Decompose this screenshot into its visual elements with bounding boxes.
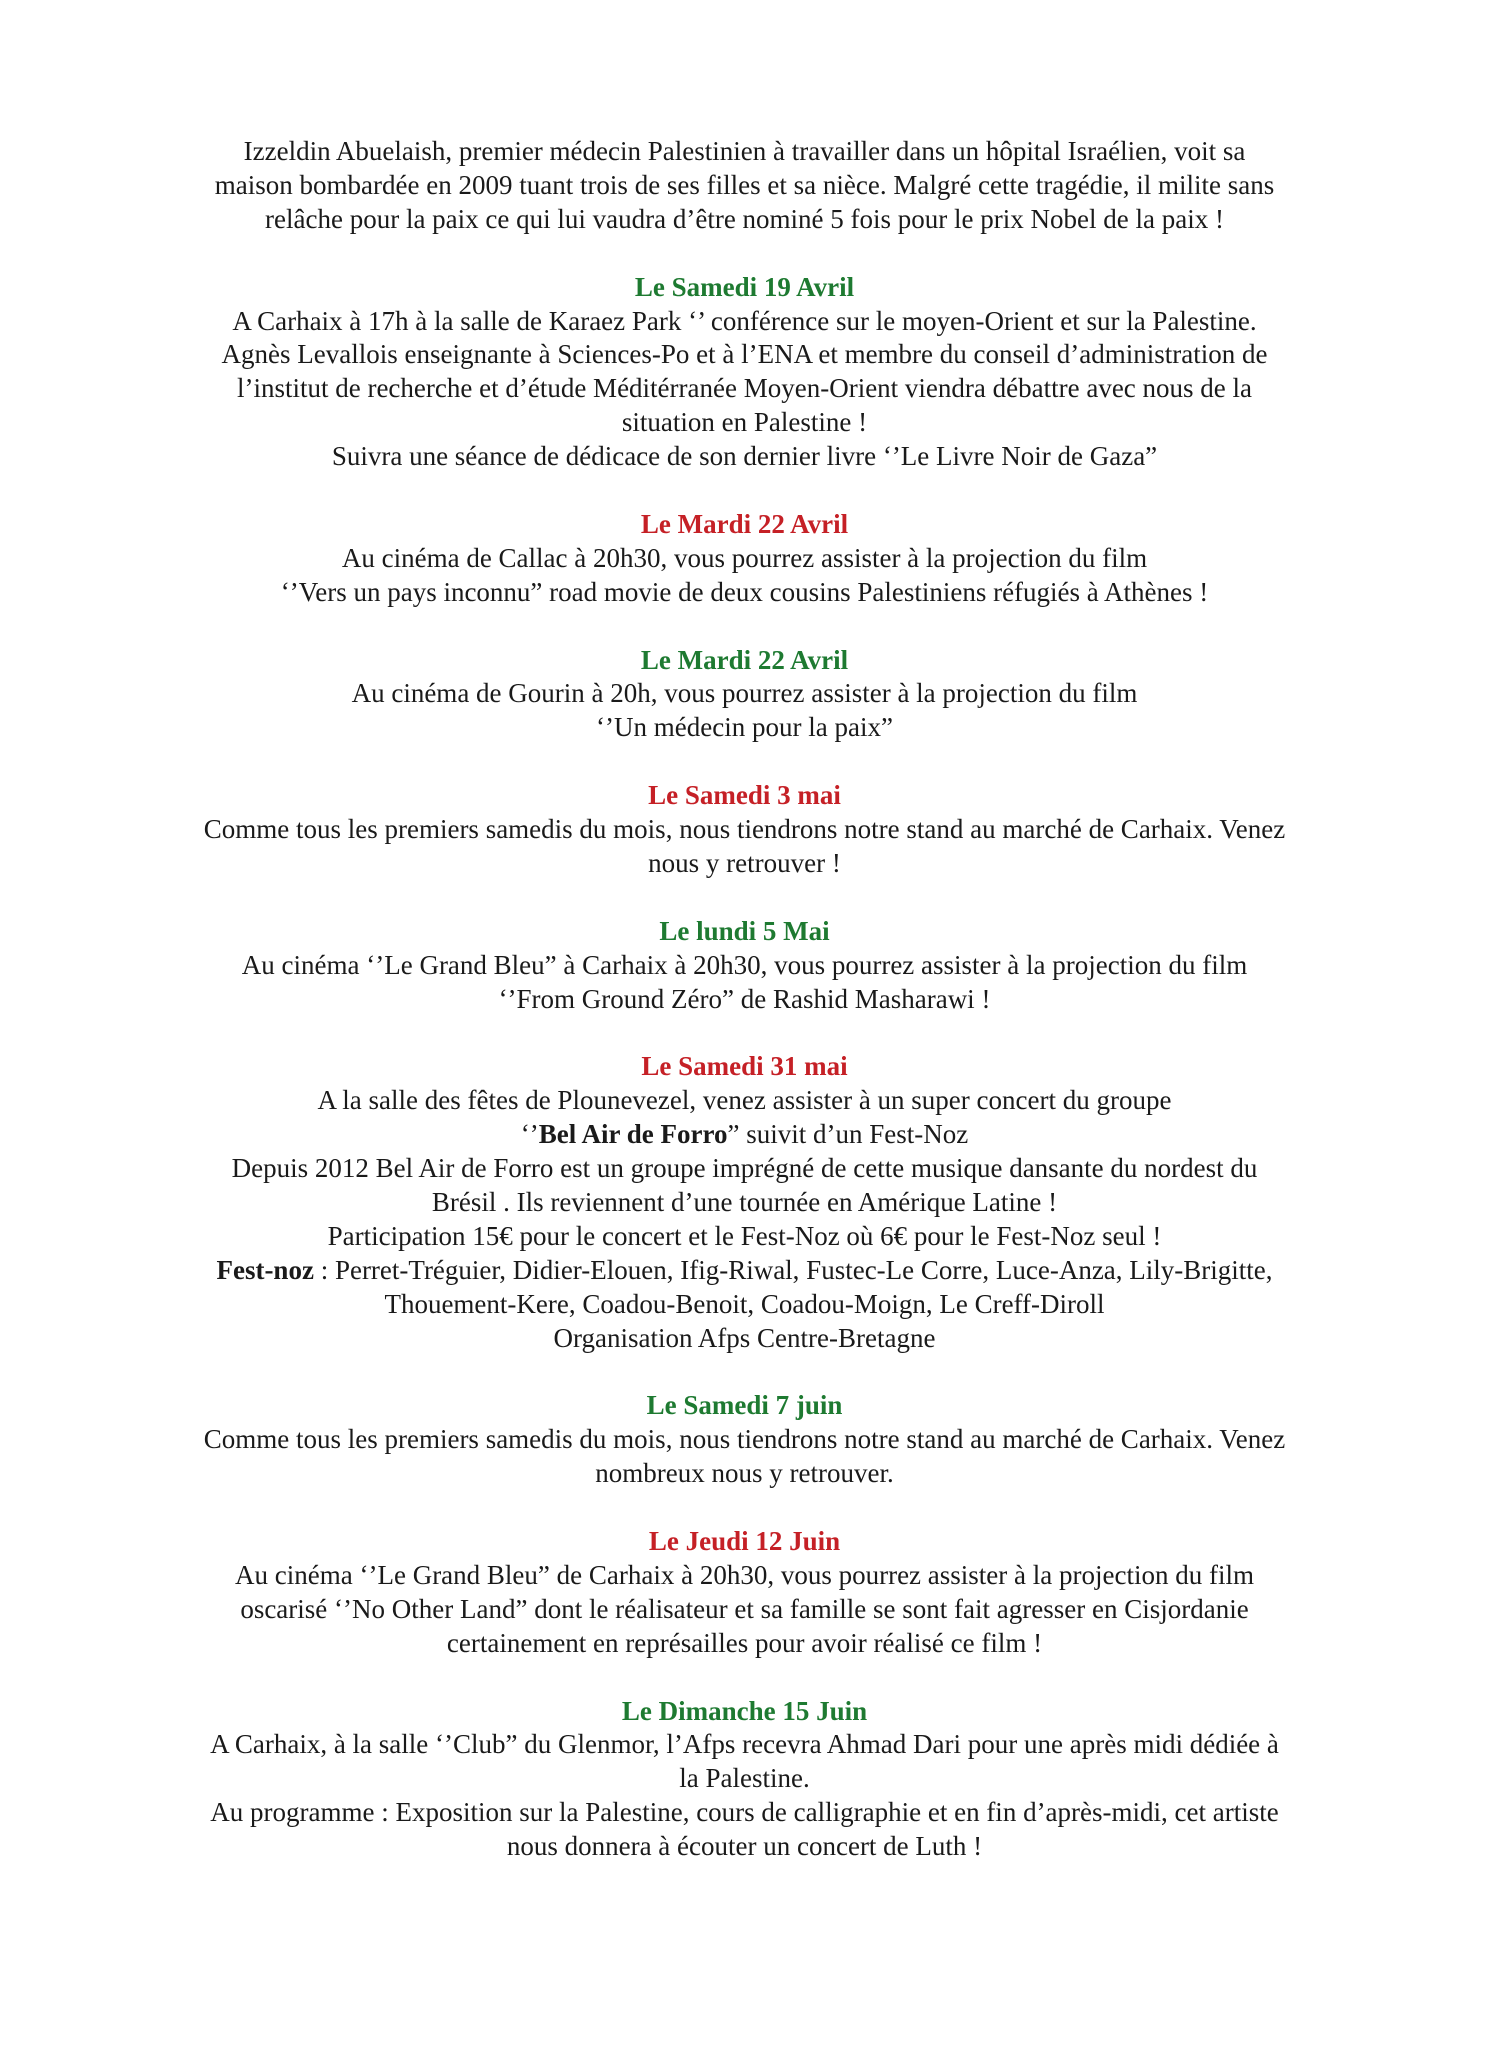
text-line bbox=[0, 305, 1489, 339]
text-segment: ‘’ bbox=[520, 1119, 539, 1150]
text-segment: ‘’From Ground Zéro” de Rashid Masharawi ! bbox=[498, 983, 991, 1014]
text-segment: Au programme : Exposition sur la Palestine, cours de calligraphie et en fin d’après-midi, cet artiste bbox=[210, 1797, 1279, 1828]
text-segment: relâche pour la paix ce qui lui vaudra d’être nominé 5 fois pour le prix Nobel de la paix ! bbox=[265, 203, 1224, 234]
text-line bbox=[0, 1627, 1489, 1661]
text-line bbox=[0, 576, 1489, 610]
text-segment: Au cinéma de Gourin à 20h, vous pourrez assister à la projection du film bbox=[351, 678, 1138, 709]
text-line bbox=[0, 1288, 1489, 1322]
text-segment: l’institut de recherche et d’étude Méditérranée Moyen-Orient viendra débattre avec nous de la bbox=[236, 373, 1253, 404]
bold-text: Fest-noz bbox=[216, 1254, 314, 1285]
text-line bbox=[0, 1830, 1489, 1864]
event-section bbox=[0, 779, 1489, 881]
intro-paragraph bbox=[0, 135, 1489, 237]
text-segment: Organisation Afps Centre-Bretagne bbox=[553, 1322, 936, 1353]
text-line bbox=[0, 1322, 1489, 1356]
text-line bbox=[0, 203, 1489, 237]
text-line bbox=[0, 677, 1489, 711]
text-segment: Brésil . Ils reviennent d’une tournée en Amérique Latine ! bbox=[431, 1187, 1058, 1217]
text-segment: nombreux nous y retrouver. bbox=[595, 1458, 894, 1489]
text-segment: Comme tous les premiers samedis du mois, nous tiendrons notre stand au marché de Carhaix. Venez bbox=[203, 814, 1286, 845]
event-date-heading: Le Jeudi 12 Juin bbox=[648, 1526, 841, 1557]
text-segment: oscarisé ‘’No Other Land” dont le réalisateur et sa famille se sont fait agresser en Cisjordanie bbox=[240, 1593, 1249, 1624]
text-segment: nous donnera à écouter un concert de Luth ! bbox=[506, 1831, 983, 1862]
text-segment: : Perret-Tréguier, Didier-Elouen, Ifig-Riwal, Fustec-Le Corre, Luce-Anza, Lily-Brigitte, bbox=[313, 1254, 1273, 1285]
text-line bbox=[0, 813, 1489, 847]
text-line bbox=[0, 1728, 1489, 1762]
event-flyer bbox=[0, 135, 1489, 1864]
text-line bbox=[0, 1457, 1489, 1491]
text-segment: maison bombardée en 2009 tuant trois de ses filles et sa nièce. Malgré cette tragédie, il milite sans bbox=[214, 169, 1275, 200]
text-segment: Au cinéma ‘’Le Grand Bleu” de Carhaix à 20h30, vous pourrez assister à la projection du film bbox=[235, 1559, 1254, 1590]
text-line bbox=[0, 1186, 1489, 1220]
text-line bbox=[0, 338, 1489, 372]
text-line bbox=[0, 1254, 1489, 1288]
text-line bbox=[0, 169, 1489, 203]
text-line bbox=[0, 711, 1489, 745]
text-segment: nous y retrouver ! bbox=[648, 847, 841, 878]
text-segment: Participation 15€ pour le concert et le Fest-Noz où 6€ pour le Fest-Noz seul ! bbox=[327, 1220, 1162, 1251]
text-segment: Suivra une séance de dédicace de son dernier livre ‘’Le Livre Noir de Gaza” bbox=[331, 441, 1158, 472]
event-section bbox=[0, 271, 1489, 474]
text-line bbox=[0, 1762, 1489, 1796]
text-segment: Thouement-Kere, Coadou-Benoit, Coadou-Moign, Le Creff-Diroll bbox=[384, 1288, 1105, 1319]
text-segment: certainement en représailles pour avoir réalisé ce film ! bbox=[446, 1627, 1043, 1658]
bold-text: Bel Air de Forro bbox=[538, 1119, 728, 1150]
text-segment: Depuis 2012 Bel Air de Forro est un groupe imprégné de cette musique dansante du nordest du bbox=[231, 1153, 1258, 1184]
text-segment: la Palestine. bbox=[679, 1763, 810, 1794]
event-date-heading: Le Mardi 22 Avril bbox=[640, 508, 849, 539]
text-segment: Comme tous les premiers samedis du mois, nous tiendrons notre stand au marché de Carhaix. Venez bbox=[203, 1424, 1286, 1455]
text-line bbox=[0, 1593, 1489, 1627]
text-segment: ‘’Un médecin pour la paix” bbox=[596, 712, 893, 743]
text-line bbox=[0, 1559, 1489, 1593]
event-date-heading: Le Mardi 22 Avril bbox=[640, 644, 849, 675]
text-line bbox=[0, 847, 1489, 881]
text-segment: Izzeldin Abuelaish, premier médecin Palestinien à travailler dans un hôpital Israélien, voit sa bbox=[243, 136, 1246, 166]
text-line bbox=[0, 1084, 1489, 1118]
text-segment: A Carhaix, à la salle ‘’Club” du Glenmor, l’Afps recevra Ahmad Dari pour une après midi dédiée à bbox=[210, 1729, 1279, 1760]
text-segment: Agnès Levallois enseignante à Sciences-Po et à l’ENA et membre du conseil d’administration de bbox=[221, 339, 1268, 370]
text-segment: ” suivit d’un Fest-Noz bbox=[727, 1119, 969, 1150]
event-section bbox=[0, 508, 1489, 610]
event-date-heading: Le Samedi 7 juin bbox=[646, 1390, 843, 1421]
event-date-heading: Le Dimanche 15 Juin bbox=[621, 1695, 868, 1726]
text-line bbox=[0, 372, 1489, 406]
text-line bbox=[0, 406, 1489, 440]
text-segment: ‘’Vers un pays inconnu” road movie de deux cousins Palestiniens réfugiés à Athènes ! bbox=[280, 576, 1209, 607]
event-section bbox=[0, 1050, 1489, 1355]
text-line bbox=[0, 542, 1489, 576]
event-date-heading: Le Samedi 31 mai bbox=[641, 1051, 848, 1082]
text-line bbox=[0, 1118, 1489, 1152]
event-section bbox=[0, 644, 1489, 746]
text-segment: situation en Palestine ! bbox=[621, 407, 868, 438]
text-line bbox=[0, 983, 1489, 1017]
event-section bbox=[0, 915, 1489, 1017]
text-line bbox=[0, 1796, 1489, 1830]
event-section bbox=[0, 1695, 1489, 1865]
event-section bbox=[0, 1389, 1489, 1491]
text-line bbox=[0, 135, 1489, 169]
text-segment: A la salle des fêtes de Plounevezel, venez assister à un super concert du groupe bbox=[317, 1085, 1172, 1116]
text-segment: A Carhaix à 17h à la salle de Karaez Park ‘’ conférence sur le moyen-Orient et sur la Palestine. bbox=[232, 305, 1257, 336]
text-line bbox=[0, 1220, 1489, 1254]
text-line bbox=[0, 1152, 1489, 1186]
text-segment: Au cinéma ‘’Le Grand Bleu” à Carhaix à 20h30, vous pourrez assister à la projection du film bbox=[241, 949, 1248, 980]
event-section bbox=[0, 1525, 1489, 1661]
text-line bbox=[0, 1423, 1489, 1457]
text-line bbox=[0, 949, 1489, 983]
text-segment: Au cinéma de Callac à 20h30, vous pourrez assister à la projection du film bbox=[341, 542, 1148, 573]
event-date-heading: Le Samedi 3 mai bbox=[648, 780, 841, 811]
event-date-heading: Le Samedi 19 Avril bbox=[634, 271, 855, 302]
event-date-heading: Le lundi 5 Mai bbox=[659, 915, 830, 946]
text-line bbox=[0, 440, 1489, 474]
